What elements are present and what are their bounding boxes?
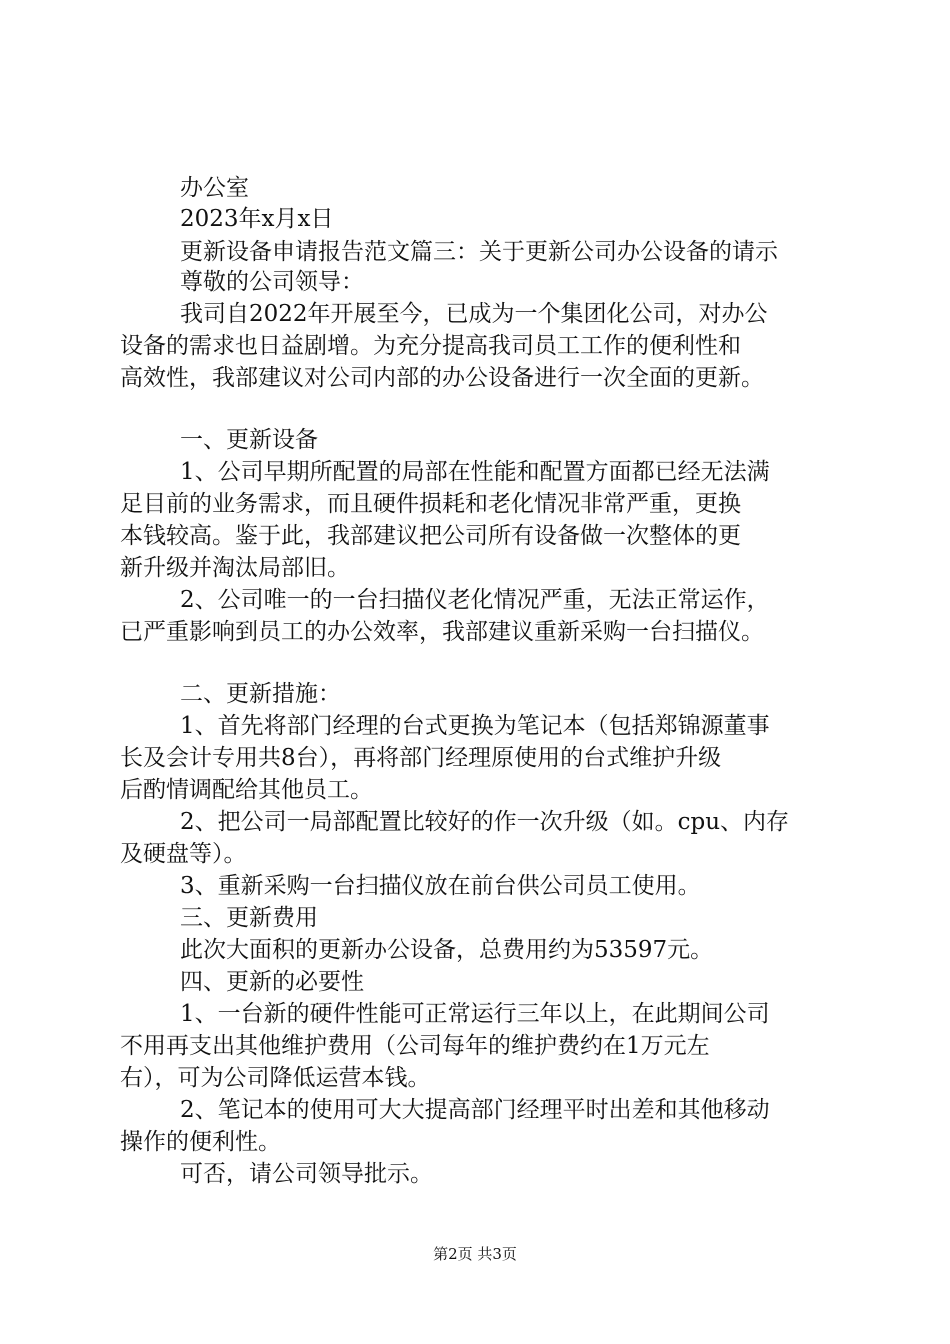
section-heading-necessity: 四、更新的必要性 <box>180 969 364 995</box>
body-line: 2、公司唯一的一台扫描仪老化情况严重，无法正常运作， <box>180 587 770 613</box>
closing-request: 可否，请公司领导批示。 <box>180 1161 433 1187</box>
body-line: 此次大面积的更新办公设备，总费用约为53597元。 <box>180 937 714 963</box>
salutation: 尊敬的公司领导： <box>180 269 364 295</box>
body-line: 长及会计专用共8台），再将部门经理原使用的台式维护升级 <box>120 745 722 771</box>
body-line: 新升级并淘汰局部旧。 <box>120 555 350 581</box>
body-line: 足目前的业务需求，而且硬件损耗和老化情况非常严重，更换 <box>120 491 741 517</box>
body-line: 本钱较高。鉴于此，我部建议把公司所有设备做一次整体的更 <box>120 523 741 549</box>
body-line: 1、首先将部门经理的台式更换为笔记本（包括郑锦源董事 <box>180 713 770 739</box>
body-line: 1、公司早期所配置的局部在性能和配置方面都已经无法满 <box>180 459 770 485</box>
signature-department: 办公室 <box>180 175 249 201</box>
section-heading-equipment: 一、更新设备 <box>180 427 318 453</box>
body-line: 后酌情调配给其他员工。 <box>120 777 373 803</box>
body-line: 右），可为公司降低运营本钱。 <box>120 1065 431 1091</box>
body-line: 及硬盘等）。 <box>120 841 247 867</box>
body-line: 3、重新采购一台扫描仪放在前台供公司员工使用。 <box>180 873 701 899</box>
body-line: 已严重影响到员工的办公效率，我部建议重新采购一台扫描仪。 <box>120 619 764 645</box>
intro-paragraph-line: 高效性，我部建议对公司内部的办公设备进行一次全面的更新。 <box>120 365 764 391</box>
document-title: 更新设备申请报告范文篇三：关于更新公司办公设备的请示 <box>180 239 778 265</box>
section-heading-cost: 三、更新费用 <box>180 905 318 931</box>
signature-date: 2023年x月x日 <box>180 206 334 232</box>
body-line: 2、把公司一局部配置比较好的作一次升级（如。cpu、内存 <box>180 809 790 835</box>
section-heading-measures: 二、更新措施： <box>180 681 341 707</box>
intro-paragraph-line: 设备的需求也日益剧增。为充分提高我司员工工作的便利性和 <box>120 333 741 359</box>
body-line: 2、笔记本的使用可大大提高部门经理平时出差和其他移动 <box>180 1097 770 1123</box>
body-line: 不用再支出其他维护费用（公司每年的维护费约在1万元左 <box>120 1033 710 1059</box>
body-line: 1、一台新的硬件性能可正常运行三年以上，在此期间公司 <box>180 1001 770 1027</box>
body-line: 操作的便利性。 <box>120 1129 281 1155</box>
intro-paragraph-line: 我司自2022年开展至今，已成为一个集团化公司，对办公 <box>180 301 768 327</box>
page-footer: 第2页 共3页 <box>433 1245 517 1263</box>
